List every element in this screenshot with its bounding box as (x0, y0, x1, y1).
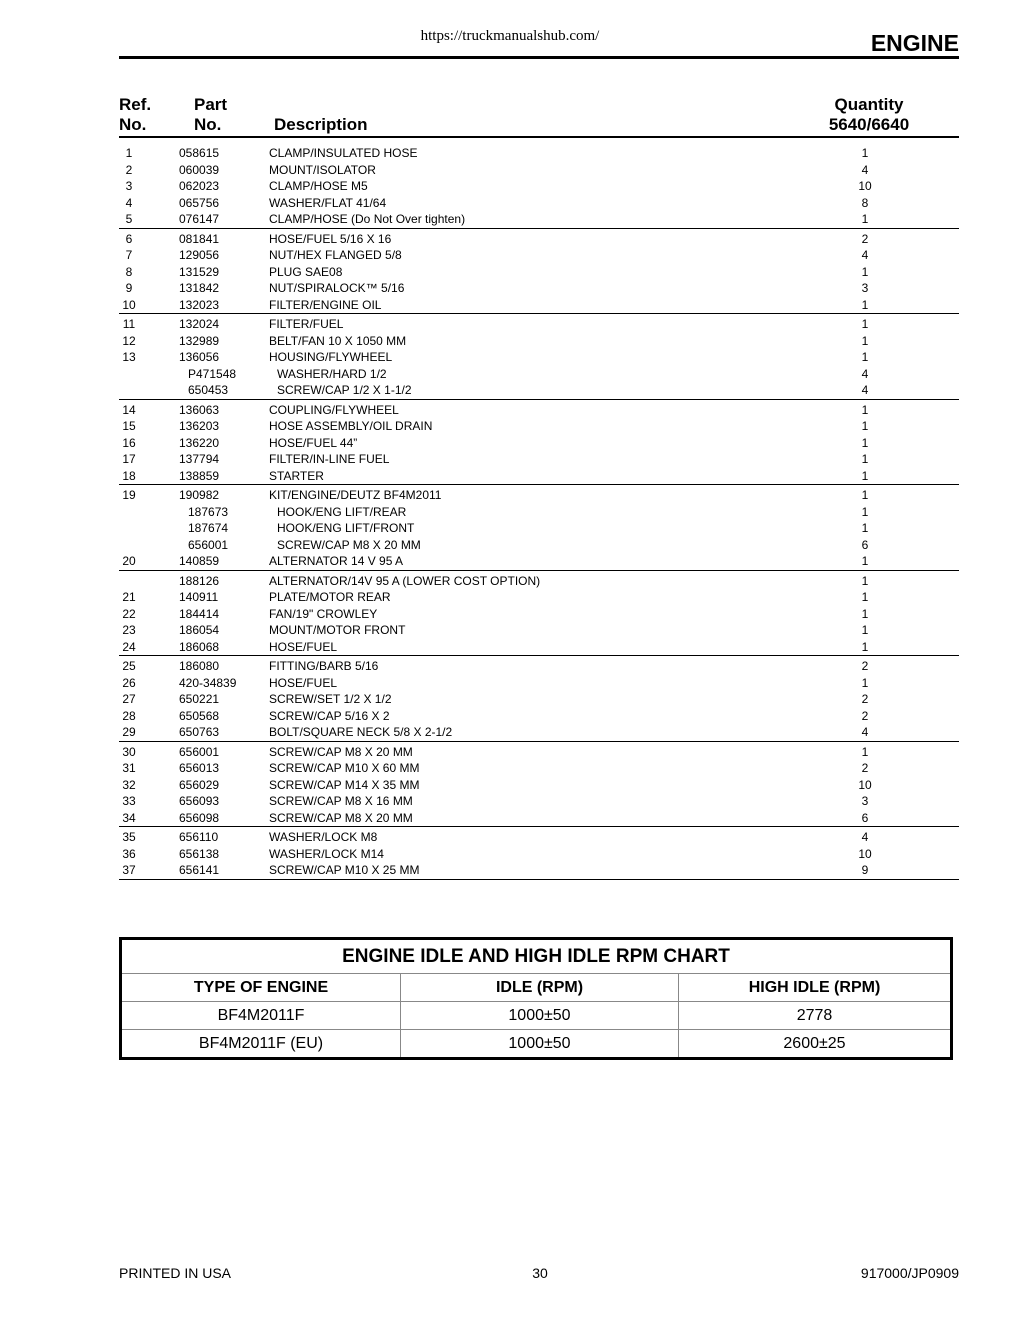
part-no: 656001 (188, 537, 229, 552)
quantity: 1 (861, 623, 869, 637)
ref-no: 35 (122, 830, 136, 844)
parts-row (119, 297, 959, 315)
part-no: 136056 (179, 350, 220, 364)
parts-row (119, 402, 959, 419)
quantity: 1 (861, 297, 869, 312)
ref-no: 1 (125, 146, 133, 160)
quantity: 1 (861, 573, 869, 588)
part-no: 650453 (188, 383, 229, 397)
quantity: 2 (861, 231, 869, 246)
rpm-row (121, 1030, 952, 1059)
rpm-chart-title: ENGINE IDLE AND HIGH IDLE RPM CHART (121, 939, 952, 974)
description: HOOK/ENG LIFT/REAR (277, 504, 407, 519)
description: FILTER/IN-LINE FUEL (269, 452, 390, 466)
description: BELT/FAN 10 X 1050 MM (269, 333, 407, 348)
rpm-cell: 2778 (679, 1002, 952, 1030)
top-rule (119, 56, 959, 59)
ref-no: 27 (122, 692, 136, 706)
description: SCREW/CAP M10 X 60 MM (269, 761, 420, 775)
ref-no: 36 (122, 846, 136, 861)
parts-row (119, 724, 959, 742)
description-header: Description (274, 115, 368, 134)
ref-no: 14 (122, 402, 136, 417)
parts-row (119, 675, 959, 692)
description: KIT/ENGINE/DEUTZ BF4M2011 (269, 488, 442, 502)
quantity: 4 (861, 366, 869, 381)
source-url: https://truckmanualshub.com/ (420, 28, 600, 44)
description: SCREW/CAP 5/16 X 2 (269, 708, 390, 723)
part-no: 184414 (179, 606, 220, 621)
ref-no: 22 (122, 606, 136, 621)
description: SCREW/SET 1/2 X 1/2 (269, 692, 392, 706)
quantity: 1 (861, 212, 869, 226)
part-no: 656029 (179, 777, 220, 792)
ref-no: 12 (122, 333, 136, 348)
part-no: 132989 (179, 333, 220, 348)
ref-no: 5 (125, 212, 133, 226)
description: ALTERNATOR 14 V 95 A (269, 554, 404, 568)
quantity: 2 (861, 708, 869, 723)
description: HOSE ASSEMBLY/OIL DRAIN (269, 419, 433, 433)
description: ALTERNATOR/14V 95 A (LOWER COST OPTION) (269, 573, 541, 588)
ref-no: 3 (125, 179, 133, 193)
part-no: 136063 (179, 402, 220, 417)
description: HOSE/FUEL (269, 639, 338, 654)
description: PLATE/MOTOR REAR (269, 590, 391, 604)
description: NUT/SPIRALOCK™ 5/16 (269, 281, 405, 295)
quantity: 2 (861, 761, 869, 775)
description: WASHER/FLAT 41/64 (269, 195, 387, 210)
ref-no: 32 (122, 777, 136, 792)
parts-row (119, 468, 959, 486)
ref-no: 17 (122, 452, 136, 466)
description: SCREW/CAP M8 X 20 MM (269, 744, 413, 759)
part-no-header: Part No. (194, 95, 228, 134)
parts-row (119, 178, 959, 195)
description: HOOK/ENG LIFT/FRONT (277, 521, 415, 535)
description: HOSE/FUEL (269, 675, 338, 690)
ref-no: 4 (125, 195, 133, 210)
quantity: 2 (861, 692, 869, 706)
quantity: 1 (861, 435, 869, 450)
parts-row (119, 691, 959, 708)
ref-no: 26 (122, 675, 136, 690)
part-no: 186068 (179, 639, 220, 654)
parts-row (119, 639, 959, 657)
quantity: 1 (861, 488, 869, 502)
ref-no: 9 (125, 281, 133, 295)
parts-row (119, 553, 959, 571)
description: MOUNT/MOTOR FRONT (269, 623, 406, 637)
parts-row (119, 504, 959, 521)
parts-row (119, 451, 959, 468)
ref-no: 34 (122, 810, 136, 825)
quantity: 4 (861, 162, 869, 177)
description: MOUNT/ISOLATOR (269, 162, 376, 177)
description: COUPLING/FLYWHEEL (269, 402, 399, 417)
parts-row (119, 537, 959, 554)
parts-row (119, 162, 959, 179)
rpm-cell: 1000±50 (401, 1002, 679, 1030)
quantity: 10 (858, 777, 872, 792)
description: FILTER/FUEL (269, 317, 344, 331)
part-no: 186080 (179, 659, 220, 673)
quantity: 1 (861, 264, 869, 279)
rpm-cell: BF4M2011F (EU) (121, 1030, 401, 1059)
description: SCREW/CAP 1/2 X 1-1/2 (277, 383, 412, 397)
part-no: 140859 (179, 554, 220, 568)
description: WASHER/LOCK M14 (269, 846, 384, 861)
rpm-chart (119, 937, 953, 1060)
description: FAN/19" CROWLEY (269, 606, 378, 621)
part-no: 060039 (179, 162, 220, 177)
parts-row (119, 366, 959, 383)
rpm-row (121, 1002, 952, 1030)
quantity: 1 (861, 146, 869, 160)
rpm-cell: 2600±25 (679, 1030, 952, 1059)
part-no: 190982 (179, 488, 220, 502)
description: CLAMP/INSULATED HOSE (269, 146, 418, 160)
parts-row (119, 793, 959, 810)
quantity: 1 (861, 402, 869, 417)
parts-row (119, 195, 959, 212)
parts-row (119, 264, 959, 281)
parts-row (119, 145, 959, 162)
description: CLAMP/HOSE M5 (269, 179, 368, 193)
ref-no: 25 (122, 659, 136, 673)
description: HOSE/FUEL 44” (269, 435, 358, 450)
part-no: 081841 (179, 231, 220, 246)
part-no: 138859 (179, 468, 220, 483)
description: SCREW/CAP M10 X 25 MM (269, 863, 420, 877)
parts-row (119, 349, 959, 366)
part-no: 137794 (179, 452, 220, 466)
ref-no: 6 (125, 231, 133, 246)
ref-no: 2 (125, 162, 133, 177)
quantity: 1 (861, 468, 869, 483)
part-no: 656093 (179, 794, 220, 808)
description: WASHER/HARD 1/2 (277, 366, 387, 381)
description: SCREW/CAP M8 X 20 MM (277, 537, 421, 552)
quantity: 4 (861, 383, 869, 397)
quantity: 3 (861, 794, 869, 808)
part-no: 420-34839 (179, 675, 237, 690)
description: FILTER/ENGINE OIL (269, 297, 382, 312)
quantity: 6 (861, 810, 869, 825)
parts-row (119, 520, 959, 537)
description: PLUG SAE08 (269, 264, 343, 279)
rpm-col-engine-type: TYPE OF ENGINE (121, 974, 401, 1002)
quantity: 1 (861, 744, 869, 759)
part-no: 140911 (179, 590, 219, 604)
section-title: ENGINE (870, 30, 959, 56)
part-no: 131842 (179, 281, 220, 295)
part-no: 132023 (179, 297, 220, 312)
rpm-col-idle: IDLE (RPM) (401, 974, 679, 1002)
parts-row (119, 382, 959, 400)
part-no: 062023 (179, 179, 220, 193)
ref-no: 13 (122, 350, 136, 364)
part-no: 186054 (179, 623, 220, 637)
parts-row (119, 744, 959, 761)
quantity: 1 (861, 590, 869, 604)
parts-row (119, 231, 959, 248)
part-no: 132024 (179, 317, 220, 331)
ref-no: 10 (122, 297, 136, 312)
part-no: 656141 (179, 863, 220, 877)
parts-row (119, 810, 959, 828)
quantity: 1 (861, 639, 869, 654)
parts-list (119, 145, 959, 882)
part-no: P471548 (188, 366, 237, 381)
parts-row (119, 846, 959, 863)
ref-no: 18 (122, 468, 136, 483)
quantity: 6 (861, 537, 869, 552)
quantity: 1 (861, 675, 869, 690)
description: FITTING/BARB 5/16 (269, 659, 379, 673)
part-no: 058615 (179, 146, 220, 160)
part-no: 187673 (188, 504, 229, 519)
part-no: 131529 (179, 264, 220, 279)
ref-no: 15 (122, 419, 136, 433)
parts-row (119, 760, 959, 777)
ref-no: 29 (122, 725, 136, 739)
quantity: 1 (861, 521, 869, 535)
quantity: 4 (861, 830, 869, 844)
parts-row (119, 606, 959, 623)
rpm-cell: BF4M2011F (121, 1002, 401, 1030)
part-no: 656110 (179, 830, 219, 844)
quantity: 1 (861, 419, 869, 433)
ref-no: 30 (122, 744, 136, 759)
quantity: 2 (861, 659, 869, 673)
rpm-col-high-idle: HIGH IDLE (RPM) (679, 974, 952, 1002)
part-no: 650221 (179, 692, 220, 706)
ref-no: 23 (122, 623, 136, 637)
part-no: 650763 (179, 725, 220, 739)
rpm-cell: 1000±50 (401, 1030, 679, 1059)
part-no: 065756 (179, 195, 220, 210)
description: NUT/HEX FLANGED 5/8 (269, 248, 402, 262)
quantity: 1 (861, 452, 869, 466)
part-no: 656013 (179, 761, 220, 775)
parts-row (119, 777, 959, 794)
part-no: 129056 (179, 248, 220, 262)
ref-no: 7 (125, 248, 133, 262)
ref-no: 28 (122, 708, 136, 723)
parts-row (119, 622, 959, 639)
quantity: 1 (861, 350, 869, 364)
parts-row (119, 829, 959, 846)
quantity: 4 (861, 248, 869, 262)
ref-no: 16 (122, 435, 136, 450)
ref-no: 37 (122, 863, 136, 877)
parts-row (119, 658, 959, 675)
footer-doc-code: 917000/JP0909 (860, 1265, 959, 1281)
quantity: 1 (861, 504, 869, 519)
ref-no: 21 (122, 590, 136, 604)
parts-row (119, 862, 959, 880)
quantity: 3 (861, 281, 869, 295)
footer-printed: PRINTED IN USA (119, 1265, 232, 1281)
parts-row (119, 573, 959, 590)
ref-no: 19 (122, 488, 136, 502)
ref-no: 8 (125, 264, 133, 279)
parts-row (119, 211, 959, 229)
quantity: 9 (861, 863, 869, 877)
parts-row (119, 316, 959, 333)
footer-page-number: 30 (532, 1265, 548, 1281)
parts-row (119, 708, 959, 725)
quantity: 1 (861, 317, 869, 331)
parts-row (119, 487, 959, 504)
part-no: 656001 (179, 744, 220, 759)
quantity: 1 (861, 333, 869, 348)
description: CLAMP/HOSE (Do Not Over tighten) (269, 212, 466, 226)
parts-row (119, 333, 959, 350)
ref-no-header: Ref. No. (119, 95, 152, 134)
quantity: 1 (861, 606, 869, 621)
description: BOLT/SQUARE NECK 5/8 X 2-1/2 (269, 725, 453, 739)
ref-no: 20 (122, 554, 136, 568)
description: SCREW/CAP M8 X 20 MM (269, 810, 413, 825)
quantity: 1 (861, 554, 869, 568)
quantity: 10 (858, 179, 872, 193)
part-no: 188126 (179, 573, 220, 588)
description: STARTER (269, 468, 324, 483)
quantity: 8 (861, 195, 869, 210)
parts-row (119, 435, 959, 452)
parts-row (119, 247, 959, 264)
part-no: 656138 (179, 846, 220, 861)
part-no: 136203 (179, 419, 220, 433)
parts-row (119, 589, 959, 606)
quantity-header: Quantity 5640/6640 (828, 95, 910, 134)
ref-no: 11 (122, 317, 136, 331)
description: WASHER/LOCK M8 (269, 830, 378, 844)
part-no: 187674 (188, 521, 229, 535)
part-no: 136220 (179, 435, 220, 450)
description: HOUSING/FLYWHEEL (269, 350, 393, 364)
parts-row (119, 280, 959, 297)
description: HOSE/FUEL 5/16 X 16 (269, 231, 392, 246)
parts-row (119, 418, 959, 435)
quantity: 4 (861, 725, 869, 739)
description: SCREW/CAP M8 X 16 MM (269, 794, 413, 808)
part-no: 656098 (179, 810, 220, 825)
part-no: 650568 (179, 708, 220, 723)
part-no: 076147 (179, 212, 220, 226)
ref-no: 33 (122, 794, 136, 808)
description: SCREW/CAP M14 X 35 MM (269, 777, 420, 792)
quantity: 10 (858, 846, 872, 861)
ref-no: 31 (122, 761, 136, 775)
header-rule (119, 136, 959, 138)
ref-no: 24 (122, 639, 136, 654)
